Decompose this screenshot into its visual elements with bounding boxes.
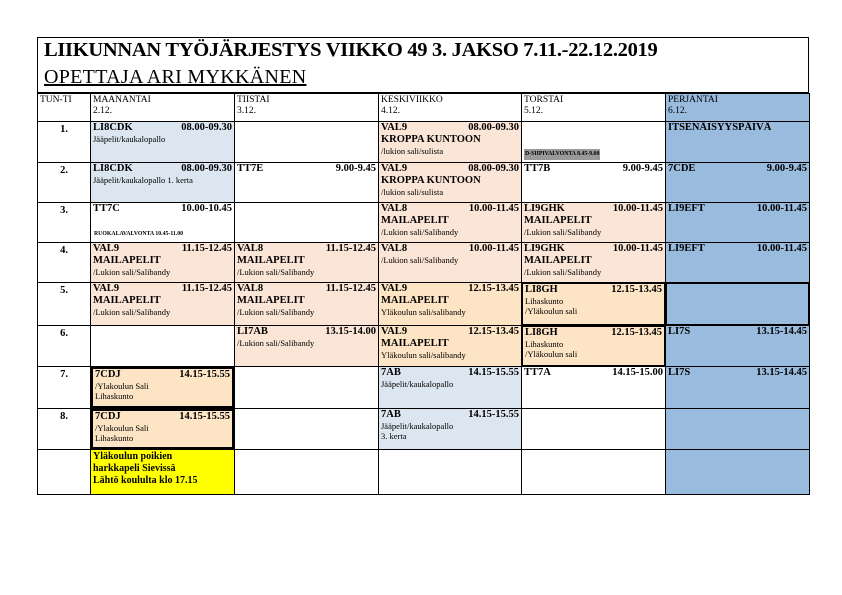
slot-thu8[interactable] <box>521 408 666 450</box>
header-tue <box>234 93 379 122</box>
header-thu <box>521 93 666 122</box>
duty-note: D-SIIPIVALVONTA 8.45-9.00 <box>524 149 600 160</box>
class-line <box>668 203 807 215</box>
class-code: TT7B <box>524 163 551 174</box>
class-time: 10.00-11.45 <box>468 203 519 214</box>
class-line <box>525 284 662 296</box>
class-line <box>237 326 376 338</box>
class-code: VAL9 <box>381 283 408 294</box>
class-line <box>93 283 232 295</box>
slot-wed2[interactable] <box>378 162 522 203</box>
class-place: /Lukion sali/Salibandy <box>381 255 459 265</box>
class-line <box>525 327 662 339</box>
class-time: 10.00-10.45 <box>181 203 232 214</box>
notice-line: Yläkoulun poikien <box>93 451 173 462</box>
class-time: 9.00-9.45 <box>766 163 807 174</box>
class-place: /Lukion sali/Salibandy <box>381 227 459 237</box>
class-code: LI9GHK <box>524 203 565 214</box>
class-subject: KROPPA KUNTOON <box>381 175 481 186</box>
class-time: 9.00-9.45 <box>335 163 376 174</box>
slot-tue2[interactable] <box>234 162 379 203</box>
schedule-table <box>37 93 809 494</box>
slot-tue9[interactable] <box>234 449 379 495</box>
class-time: 08.00-09.30 <box>468 122 519 133</box>
header-date-thu: 5.12. <box>524 106 543 116</box>
slot-wed5[interactable] <box>378 282 522 326</box>
row-number: 3. <box>37 202 91 243</box>
class-subject: KROPPA KUNTOON <box>381 134 481 145</box>
header-day-wed: KESKIVIIKKO <box>381 95 443 105</box>
class-subject: MAILAPELIT <box>381 295 449 306</box>
slot-thu4[interactable] <box>521 242 666 283</box>
slot-tue1[interactable] <box>234 121 379 163</box>
class-subject: MAILAPELIT <box>524 215 592 226</box>
notice-line: harkkapeli Sievissä <box>93 463 176 474</box>
class-line <box>524 163 663 175</box>
slot-wed1[interactable] <box>378 121 522 163</box>
class-line <box>93 163 232 175</box>
page-title: LIIKUNNAN TYÖJÄRJESTYS VIIKKO 49 3. JAKSO 7.11.-22.12.2019 <box>44 39 658 61</box>
slot-mon8[interactable] <box>90 408 235 450</box>
header-day-tue: TIISTAI <box>237 95 270 105</box>
header-date-fri: 6.12. <box>668 106 687 116</box>
class-time: 14.15-15.55 <box>468 409 519 420</box>
row-number <box>37 449 91 495</box>
slot-fri4[interactable] <box>665 242 810 283</box>
class-time: 14.15-15.55 <box>179 411 230 422</box>
class-code: VAL9 <box>381 326 408 337</box>
slot-mon4[interactable] <box>90 242 235 283</box>
class-line <box>237 243 376 255</box>
class-place: /Ylakoulun Sali <box>95 381 149 391</box>
row-number: 7. <box>37 366 91 409</box>
header-day-fri: PERJANTAI <box>668 95 718 105</box>
slot-mon6[interactable] <box>90 325 235 367</box>
slot-wed6[interactable] <box>378 325 522 367</box>
class-time: 14.15-15.55 <box>468 367 519 378</box>
class-code: LI7S <box>668 367 691 378</box>
slot-thu7[interactable] <box>521 366 666 409</box>
class-place: /lukion sali/sulista <box>381 146 444 156</box>
class-code: VAL9 <box>381 163 408 174</box>
class-line <box>381 409 519 421</box>
class-line <box>93 243 232 255</box>
class-place: /Lukion sali/Salibandy <box>93 307 171 317</box>
class-code: LI8CDK <box>93 163 133 174</box>
class-subject: MAILAPELIT <box>93 295 161 306</box>
row-number: 4. <box>37 242 91 283</box>
class-code: LI7S <box>668 326 691 337</box>
slot-fri8[interactable] <box>665 408 810 450</box>
slot-fri7[interactable] <box>665 366 810 409</box>
class-code: 7CDJ <box>95 369 121 380</box>
class-place: /Lukion sali/Salibandy <box>524 227 602 237</box>
class-time: 11.15-12.45 <box>325 283 376 294</box>
slot-thu9[interactable] <box>521 449 666 495</box>
class-line <box>237 283 376 295</box>
class-code: LI8GH <box>525 327 558 338</box>
row-number: 6. <box>37 325 91 367</box>
class-code: TT7E <box>237 163 264 174</box>
class-line <box>93 203 232 215</box>
class-code: VAL8 <box>237 243 264 254</box>
class-place: Jääpelit/kaukalopallo <box>381 421 454 431</box>
slot-tue3[interactable] <box>234 202 379 243</box>
slot-wed7[interactable] <box>378 366 522 409</box>
slot-wed3[interactable] <box>378 202 522 243</box>
class-line <box>524 203 663 215</box>
class-place: /Lukion sali/Salibandy <box>237 307 315 317</box>
slot-thu6[interactable] <box>521 325 666 367</box>
class-code: TT7A <box>524 367 551 378</box>
class-line <box>381 367 519 379</box>
slot-fri3[interactable] <box>665 202 810 243</box>
class-line <box>381 243 519 255</box>
class-time: 13.15-14.00 <box>325 326 376 337</box>
slot-thu2[interactable] <box>521 162 666 203</box>
class-place: Jääpelit/kaukalopallo <box>93 134 166 144</box>
class-place: Jääpelit/kaukalopallo 1. kerta <box>93 175 193 185</box>
class-place: /Lukion sali/Salibandy <box>237 338 315 348</box>
class-time: 12.15-13.45 <box>611 284 662 295</box>
slot-wed8[interactable] <box>378 408 522 450</box>
class-code: LI9EFT <box>668 243 705 254</box>
class-line <box>668 326 807 338</box>
class-subject: MAILAPELIT <box>524 255 592 266</box>
class-subject: MAILAPELIT <box>237 295 305 306</box>
class-place: /Lukion sali/Salibandy <box>93 267 171 277</box>
class-subject: MAILAPELIT <box>381 215 449 226</box>
class-line <box>524 367 663 379</box>
class-time: 13.15-14.45 <box>756 326 807 337</box>
class-code: LI9EFT <box>668 203 705 214</box>
header-mon <box>90 93 235 122</box>
slot-fri2[interactable] <box>665 162 810 203</box>
slot-thu1[interactable] <box>521 121 666 163</box>
class-time: 11.15-12.45 <box>325 243 376 254</box>
class-place: /Ylakoulun Sali <box>95 423 149 433</box>
class-subject: MAILAPELIT <box>237 255 305 266</box>
header-day-thu: TORSTAI <box>524 95 564 105</box>
class-place: /Lukion sali/Salibandy <box>237 267 315 277</box>
class-code: VAL8 <box>237 283 264 294</box>
class-time: 13.15-14.45 <box>756 367 807 378</box>
row-number: 1. <box>37 121 91 163</box>
class-code: 7AB <box>381 409 401 420</box>
class-time: 14.15-15.55 <box>179 369 230 380</box>
class-subject: MAILAPELIT <box>93 255 161 266</box>
class-time: 08.00-09.30 <box>181 122 232 133</box>
class-place: Jääpelit/kaukalopallo <box>381 379 454 389</box>
class-time: 10.00-11.45 <box>756 203 807 214</box>
row-number: 5. <box>37 282 91 326</box>
class-line <box>668 243 807 255</box>
class-place: Yläkoulun sali/salibandy <box>381 307 466 317</box>
slot-mon3[interactable] <box>90 202 235 243</box>
class-line <box>381 203 519 215</box>
title-box <box>37 37 809 93</box>
class-place-2: Lihaskunto <box>95 433 134 443</box>
class-place: Yläkoulun sali/salibandy <box>381 350 466 360</box>
slot-mon5[interactable] <box>90 282 235 326</box>
class-code: TT7C <box>93 203 120 214</box>
header-day-mon: MAANANTAI <box>93 95 151 105</box>
class-place: Lihaskunto <box>525 339 564 349</box>
slot-fri5[interactable] <box>665 282 810 326</box>
class-time: 11.15-12.45 <box>181 283 232 294</box>
class-place: /Lukion sali/Salibandy <box>524 267 602 277</box>
class-code: LI8GH <box>525 284 558 295</box>
class-time: 08.00-09.30 <box>181 163 232 174</box>
slot-wed4[interactable] <box>378 242 522 283</box>
slot-tue7[interactable] <box>234 366 379 409</box>
header-date-tue: 3.12. <box>237 106 256 116</box>
row-number: 2. <box>37 162 91 203</box>
class-code: VAL8 <box>381 243 408 254</box>
class-line <box>95 369 230 381</box>
class-time: 10.00-11.45 <box>612 203 663 214</box>
class-line <box>381 326 519 338</box>
class-time: 10.00-11.45 <box>756 243 807 254</box>
class-place-2: /Yläkoulun sali <box>525 349 578 359</box>
slot-mon9[interactable] <box>90 449 235 495</box>
class-code: 7CDE <box>668 163 696 174</box>
class-code: VAL9 <box>93 243 120 254</box>
class-time: 12.15-13.45 <box>468 283 519 294</box>
class-line <box>668 163 807 175</box>
class-code: LI8CDK <box>93 122 133 133</box>
duty-note: RUOKALAVALVONTA 10.45-11.00 <box>94 231 184 237</box>
holiday-label: ITSENÄISYYSPÄIVÄ <box>668 122 772 133</box>
slot-mon7[interactable] <box>90 366 235 409</box>
class-time: 12.15-13.45 <box>611 327 662 338</box>
row-number: 8. <box>37 408 91 450</box>
header-date-mon: 2.12. <box>93 106 112 116</box>
slot-tue4[interactable] <box>234 242 379 283</box>
slot-tue6[interactable] <box>234 325 379 367</box>
class-line <box>381 283 519 295</box>
class-time: 10.00-11.45 <box>612 243 663 254</box>
class-time: 10.00-11.45 <box>468 243 519 254</box>
slot-thu5[interactable] <box>521 282 666 326</box>
slot-mon1[interactable] <box>90 121 235 163</box>
class-place-2: /Yläkoulun sali <box>525 306 578 316</box>
class-code: VAL9 <box>381 122 408 133</box>
teacher-name: OPETTAJA ARI MYKKÄNEN <box>44 66 307 88</box>
slot-fri6[interactable] <box>665 325 810 367</box>
class-place-2: 3. kerta <box>381 431 407 441</box>
slot-wed9[interactable] <box>378 449 522 495</box>
class-time: 12.15-13.45 <box>468 326 519 337</box>
class-code: VAL8 <box>381 203 408 214</box>
slot-tue8[interactable] <box>234 408 379 450</box>
slot-mon2[interactable] <box>90 162 235 203</box>
class-code: 7CDJ <box>95 411 121 422</box>
class-line <box>95 411 230 423</box>
header-wed <box>378 93 522 122</box>
class-line <box>93 122 232 134</box>
class-code: LI9GHK <box>524 243 565 254</box>
notice-line: Lähtö koululta klo 17.15 <box>93 475 198 486</box>
class-time: 11.15-12.45 <box>181 243 232 254</box>
class-place: /lukion sali/sulista <box>381 187 444 197</box>
class-line <box>381 122 519 134</box>
class-time: 14.15-15.00 <box>612 367 663 378</box>
class-place-2: Lihaskunto <box>95 391 134 401</box>
class-time: 9.00-9.45 <box>622 163 663 174</box>
slot-fri9[interactable] <box>665 449 810 495</box>
class-subject: MAILAPELIT <box>381 338 449 349</box>
class-code: VAL9 <box>93 283 120 294</box>
class-line <box>237 163 376 175</box>
class-time: 08.00-09.30 <box>468 163 519 174</box>
slot-fri1[interactable] <box>665 121 810 163</box>
slot-tue5[interactable] <box>234 282 379 326</box>
class-place: Lihaskunto <box>525 296 564 306</box>
class-line <box>668 367 807 379</box>
header-tunti: TUN-TI <box>37 93 91 122</box>
slot-thu3[interactable] <box>521 202 666 243</box>
header-date-wed: 4.12. <box>381 106 400 116</box>
class-line <box>524 243 663 255</box>
header-fri <box>665 93 810 122</box>
class-code: LI7AB <box>237 326 268 337</box>
class-line <box>381 163 519 175</box>
class-code: 7AB <box>381 367 401 378</box>
